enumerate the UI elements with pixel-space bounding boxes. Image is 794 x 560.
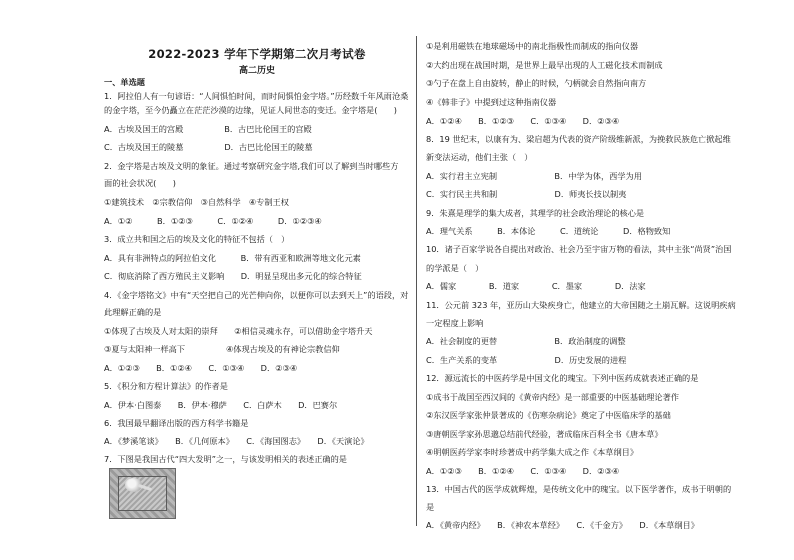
statement-line: ①体现了古埃及人对太阳的崇拜 ②相信灵魂永存，可以借助金字塔升天 bbox=[104, 326, 373, 336]
option-line: A．①②③ B．①②④ C．①③④ D．②③④ bbox=[104, 363, 298, 373]
compass-photo bbox=[109, 468, 176, 519]
option-line: A．①② B．①②③ C．①②④ D．①②③④ bbox=[104, 216, 322, 226]
option-line: C．实行民主共和制 D．师夷长技以制夷 bbox=[426, 189, 627, 199]
option-line: C．彻底消除了西方殖民主义影响 D．明显呈现出多元化的综合特征 bbox=[104, 271, 362, 281]
statement-line: ④《韩非子》中提到过这种指南仪器 bbox=[426, 97, 557, 107]
question-line: 9．朱熹是理学的集大成者，其理学的社会政治理论的核心是 bbox=[426, 208, 645, 218]
question-line: 2．金字塔是古埃及文明的象征。通过考察研究金字塔,我们可以了解到当时哪些方 bbox=[104, 161, 399, 171]
question-line: 12．源远流长的中医药学是中国文化的瑰宝。下列中医药成就表述正确的是 bbox=[426, 373, 699, 383]
column-divider bbox=[416, 36, 417, 526]
statement-line: ①成书于战国至西汉间的《黄帝内经》是一部重要的中医基础理论著作 bbox=[426, 392, 679, 402]
statement-line: ③唐朝医学家孙思邈总结前代经验，著成临床百科全书《唐本草》 bbox=[426, 429, 663, 439]
option-line: A．实行君主立宪制 B．中学为体，西学为用 bbox=[426, 171, 642, 181]
option-line: A．社会制度的更替 B．政治制度的调整 bbox=[426, 336, 626, 346]
statement-line: ④明朝医药学家李时珍著成中药学集大成之作《本草纲目》 bbox=[426, 447, 639, 457]
question-line: 此理解正确的是 bbox=[104, 307, 162, 317]
question-line: 1．阿拉伯人有一句谚语：“人间惧怕时间，而时间惧怕金字塔。”历经数千年风雨沧桑 bbox=[104, 91, 409, 101]
option-line: A．①②③ B．①②④ C．①③④ D．②③④ bbox=[426, 466, 620, 476]
option-line: A．伊本·白图泰 B．伊本·穆萨 C．白萨木 D．巴赛尔 bbox=[104, 400, 338, 410]
option-line: C．生产关系的变革 D．历史发展的进程 bbox=[426, 355, 627, 365]
question-line: 6．我国最早翻译出版的西方科学书籍是 bbox=[104, 418, 249, 428]
option-line: A．①②④ B．①②③ C．①③④ D．②③④ bbox=[426, 116, 620, 126]
option-line: A．理气关系 B．本体论 C．道统论 D．格物致知 bbox=[426, 226, 671, 236]
question-line: 新变法运动，他们主张（ ） bbox=[426, 152, 533, 162]
question-line: 8．19 世纪末，以康有为、梁启超为代表的资产阶级维新派，为挽救民族危亡掀起维 bbox=[426, 134, 731, 144]
question-line: 的金字塔，至今仍矗立在茫茫沙漠的边缘，见证人间世态的变迁。金字塔是( ) bbox=[104, 105, 397, 115]
option-line: A．具有非洲特点的阿拉伯文化 B．带有西亚和欧洲等地文化元素 bbox=[104, 253, 361, 263]
option-line: A．《梦溪笔谈》 B．《几何原本》 C．《海国图志》 D．《天演论》 bbox=[104, 436, 369, 446]
question-line: 7．下图是我国古代“四大发明”之一，与该发明相关的表述正确的是 bbox=[104, 454, 347, 464]
section-heading: 一、单选题 bbox=[104, 77, 145, 87]
exam-subtitle: 高二历史 bbox=[238, 66, 275, 76]
question-line: 面的社会状况( ) bbox=[104, 178, 176, 188]
question-line: 4．《金字塔铭文》中有“天空把自己的光芒伸向你，以便你可以去到天上”的语段，对 bbox=[104, 290, 409, 300]
option-line: A．《黄帝内经》 B．《神农本草经》 C．《千金方》 D．《本草纲目》 bbox=[426, 520, 699, 530]
statement-line: ①是利用磁铁在地球磁场中的南北指极性而制成的指向仪器 bbox=[426, 41, 639, 51]
option-line: A．古埃及国王的宫殿 B．古巴比伦国王的宫殿 bbox=[104, 124, 312, 134]
question-line: 一定程度上影响 bbox=[426, 318, 484, 328]
question-line: 的学派是（ ） bbox=[426, 263, 484, 273]
exam-title: 2022-2023 学年下学期第二次月考试卷 bbox=[148, 47, 366, 61]
question-line: 是 bbox=[426, 502, 435, 512]
statement-line: ③勺子在盘上自由旋转，静止的时候，勺柄就会自然指向南方 bbox=[426, 78, 647, 88]
question-line: 3．成立共和国之后的埃及文化的特征不包括（ ） bbox=[104, 234, 290, 244]
statement-line: ②东汉医学家张仲景著成的《伤寒杂病论》奠定了中医临床学的基础 bbox=[426, 410, 671, 420]
statement-line: ③夏与太阳神一样高下 ④体现古埃及的有神论宗教信仰 bbox=[104, 344, 340, 354]
option-line: C．古埃及国王的陵墓 D．古巴比伦国王的陵墓 bbox=[104, 142, 313, 152]
question-line: 10．诸子百家学说各自提出对政治、社会乃至宇宙万物的看法，其中主张“尚贤”治国 bbox=[426, 244, 732, 254]
question-line: 5．《积分和方程计算法》的作者是 bbox=[104, 381, 228, 391]
question-line: 11．公元前 323 年，亚历山大染疾身亡，他建立的大帝国随之土崩瓦解。这说明疾病 bbox=[426, 300, 736, 310]
question-line: 13．中国古代的医学成就辉煌，是传统文化中的瑰宝。以下医学著作，成书于明朝的 bbox=[426, 484, 732, 494]
statement-line: ①建筑技术 ②宗教信仰 ③自然科学 ④专制王权 bbox=[104, 197, 289, 207]
option-line: A．儒家 B．道家 C．墨家 D．法家 bbox=[426, 281, 646, 291]
statement-line: ②大约出现在战国时期，是世界上最早出现的人工磁化技术而制成 bbox=[426, 60, 663, 70]
